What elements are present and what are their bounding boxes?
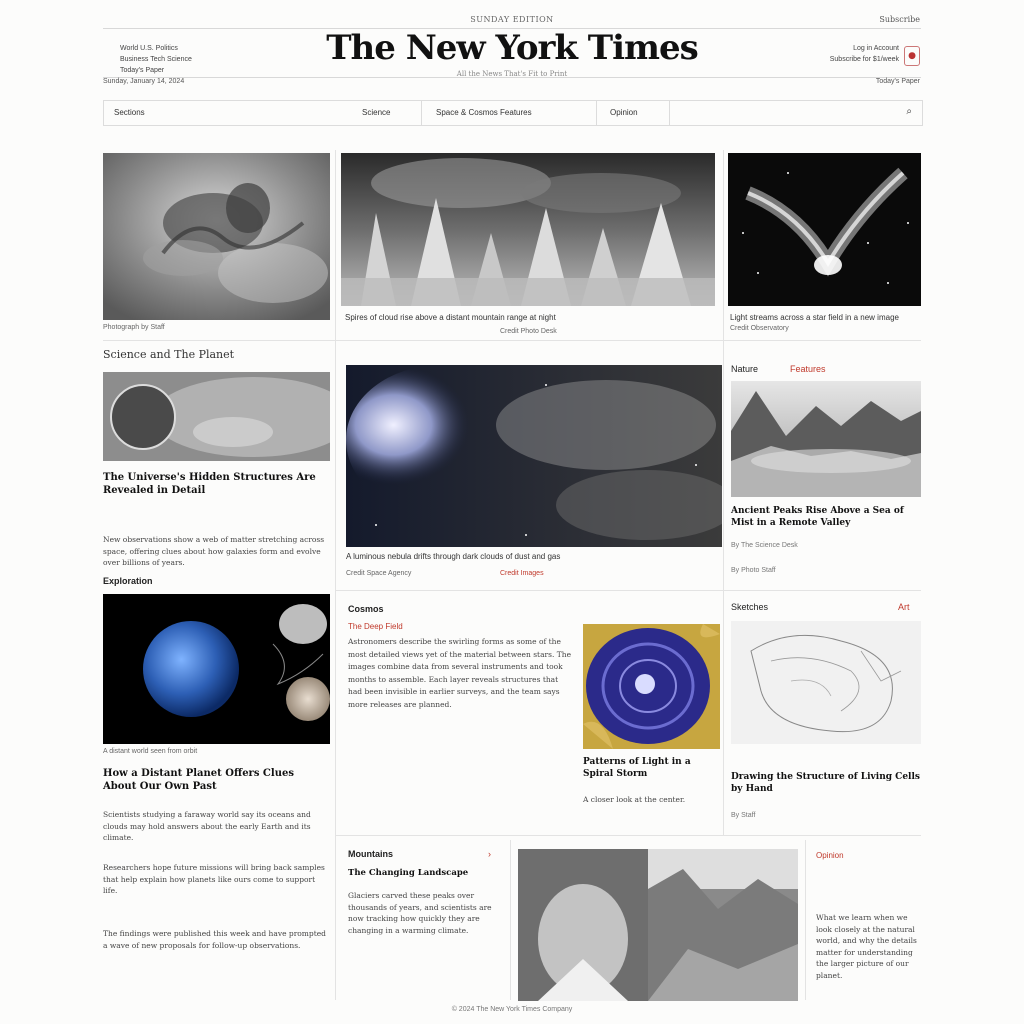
page-footer: © 2024 The New York Times Company <box>451 1006 573 1013</box>
article-headline[interactable]: The Changing Landscape <box>348 868 469 878</box>
photo-smoke-figure[interactable] <box>103 153 330 320</box>
nav-item-science[interactable]: Science <box>362 108 391 117</box>
article-headline[interactable]: Drawing the Structure of Living Cells by Hand <box>731 772 920 794</box>
photo-credit: Credit Space Agency <box>346 570 412 577</box>
article-byline: By The Science Desk <box>731 542 798 549</box>
article-summary: Scientists studying a faraway world say its oceans and clouds may hold answers about the early Earth and its climate. <box>103 810 311 842</box>
subscribe-link-top[interactable]: Subscribe <box>879 15 920 24</box>
article-summary: New observations show a web of matter stretching across space, offering clues about how galaxies form and evolve over billions of years. <box>103 535 325 567</box>
section-subkicker[interactable]: Opinion <box>816 851 844 860</box>
row-rule <box>103 340 921 341</box>
nav-item-sections[interactable]: Sections <box>114 108 145 117</box>
section-kicker[interactable]: Nature <box>731 364 759 374</box>
article-headline[interactable]: Patterns of Light in a Spiral Storm <box>583 757 691 779</box>
section-kicker[interactable]: Cosmos <box>348 604 384 614</box>
article-summary: The findings were published this week and have prompted a wave of new proposals for follow-up observations. <box>103 929 326 950</box>
photo-star-stream[interactable] <box>728 153 921 306</box>
article-summary: A closer look at the center. <box>583 795 686 804</box>
section-heading[interactable]: Science and The Planet <box>103 348 235 361</box>
photo-misty-peaks[interactable] <box>731 381 921 497</box>
row-rule <box>335 835 921 836</box>
edition-line: SUNDAY EDITION <box>470 15 554 24</box>
todays-paper-link[interactable]: Today's Paper <box>875 78 920 85</box>
column-rule <box>335 150 336 1000</box>
section-kicker[interactable]: Exploration <box>103 576 153 586</box>
masthead-link[interactable]: World U.S. Politics <box>120 45 178 52</box>
row-rule <box>335 590 921 591</box>
photo-caption: Photograph by Staff <box>103 324 165 331</box>
nav-divider <box>669 101 670 125</box>
article-headline[interactable]: Ancient Peaks Rise Above a Sea of Mist in a Remote Valley <box>731 506 904 528</box>
photo-caption: A luminous nebula drifts through dark clouds of dust and gas <box>346 552 561 561</box>
photo-nebula[interactable] <box>346 365 722 547</box>
section-subkicker[interactable]: Art <box>898 602 910 612</box>
column-rule <box>510 840 511 1000</box>
photo-caption: A distant world seen from orbit <box>103 748 198 755</box>
photo-spiral-storm[interactable] <box>583 624 720 749</box>
photo-cell-sketch[interactable] <box>731 621 921 744</box>
photo-mountain-diptych[interactable] <box>518 849 798 1001</box>
section-kicker[interactable]: Mountains <box>348 849 393 859</box>
article-summary: Researchers hope future missions will bring back samples that help explain how planets like ours come to support life. <box>103 863 325 895</box>
date-line: Sunday, January 14, 2024 <box>103 78 185 85</box>
article-headline[interactable]: The Universe's Hidden Structures Are Revealed in Detail <box>103 472 316 496</box>
photo-credit: Credit Images <box>500 570 544 577</box>
masthead-left-links[interactable] <box>120 43 192 76</box>
masthead-right-links[interactable] <box>830 43 899 65</box>
masthead-link[interactable]: Today's Paper <box>120 67 165 74</box>
section-kicker[interactable]: Sketches <box>731 602 769 612</box>
account-icon[interactable]: ● <box>904 46 920 66</box>
section-subkicker[interactable]: Features <box>790 364 826 374</box>
article-summary: Glaciers carved these peaks over thousands of years, and scientists are now tracking how quickly they are changing in a warming climate. <box>348 891 492 935</box>
account-link[interactable]: Log in Account <box>853 45 899 52</box>
column-rule <box>723 150 724 835</box>
nav-divider <box>596 101 597 125</box>
nav-divider <box>421 101 422 125</box>
article-byline: By Staff <box>731 812 756 819</box>
photo-sphere-mist[interactable] <box>103 372 330 461</box>
article-byline: By Photo Staff <box>731 567 776 574</box>
section-subkicker[interactable]: The Deep Field <box>348 622 403 631</box>
section-nav <box>103 100 923 126</box>
column-rule <box>805 840 806 1000</box>
search-icon[interactable]: ⌕ <box>906 106 912 117</box>
nav-item-space[interactable]: Space & Cosmos Features <box>436 108 532 117</box>
article-body: Astronomers describe the swirling forms as some of the most detailed views yet of the material between stars. The images combine data from several instruments and took months to assemble. Each layer reveals structures that had been invisible in earlier surveys, and the team says more releases are planned. <box>348 637 572 709</box>
more-link[interactable]: › <box>488 849 491 859</box>
subscribe-link[interactable]: Subscribe for $1/week <box>829 56 899 63</box>
photo-blue-planet[interactable] <box>103 594 330 744</box>
article-headline[interactable]: How a Distant Planet Offers Clues About Our Own Past <box>103 768 294 792</box>
nav-item-opinion[interactable]: Opinion <box>610 108 638 117</box>
photo-caption: Light streams across a star field in a new image <box>730 313 899 322</box>
photo-caption: Spires of cloud rise above a distant mountain range at night <box>345 313 556 322</box>
photo-credit: Credit Observatory <box>730 325 789 332</box>
masthead-link[interactable]: Business Tech Science <box>120 56 192 63</box>
site-logo[interactable]: The New York Times <box>326 28 698 68</box>
article-summary: What we learn when we look closely at the natural world, and why the details matter for understanding the larger picture of our planet. <box>816 913 917 980</box>
photo-cloud-spires[interactable] <box>341 153 715 306</box>
logo-tagline: All the News That's Fit to Print <box>456 70 568 78</box>
photo-credit: Credit Photo Desk <box>500 328 557 335</box>
